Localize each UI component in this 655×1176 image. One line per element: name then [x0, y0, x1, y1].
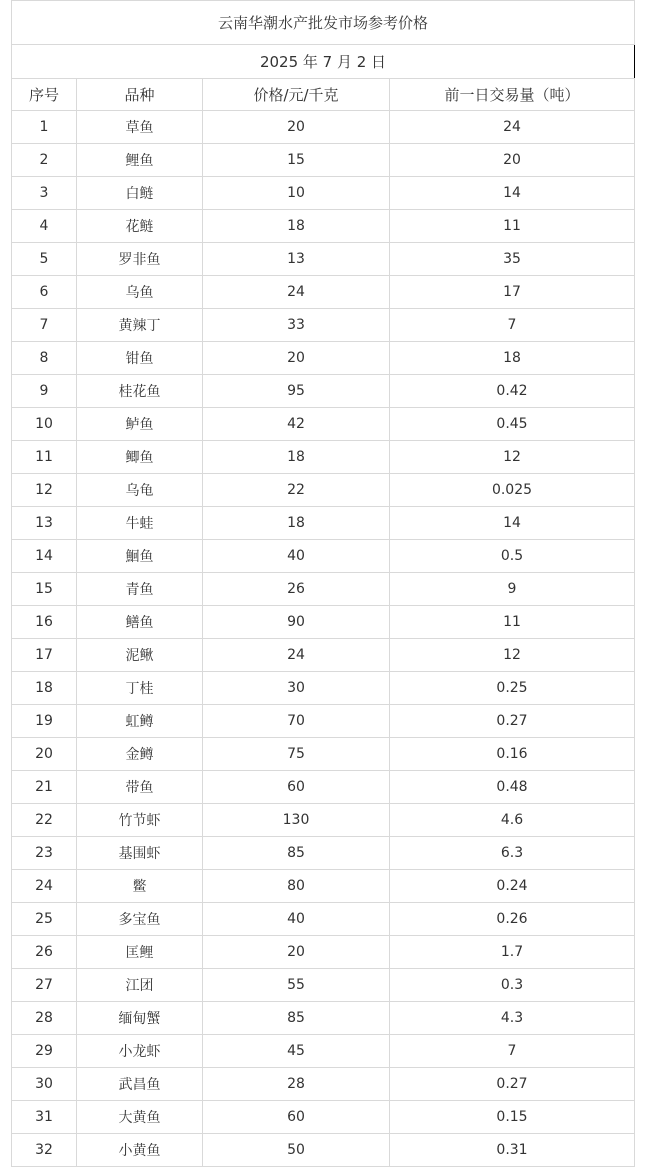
cell-price: 130: [203, 804, 390, 837]
cell-price: 45: [203, 1035, 390, 1068]
cell-index: 13: [12, 507, 77, 540]
table-row: [12, 441, 635, 474]
cell-price: 13: [203, 243, 390, 276]
cell-price: 20: [203, 936, 390, 969]
table-row: [12, 870, 635, 903]
cell-volume: 0.15: [390, 1101, 635, 1134]
table-row: [12, 1134, 635, 1167]
cell-index: 19: [12, 705, 77, 738]
cell-volume: 0.025: [390, 474, 635, 507]
cell-index: 5: [12, 243, 77, 276]
cell-species: 乌鱼: [77, 276, 203, 309]
cell-species: 鮰鱼: [77, 540, 203, 573]
cell-species: 青鱼: [77, 573, 203, 606]
cell-index: 23: [12, 837, 77, 870]
cell-species: 白鲢: [77, 177, 203, 210]
cell-volume: 0.25: [390, 672, 635, 705]
table-row: [12, 243, 635, 276]
cell-index: 21: [12, 771, 77, 804]
table-row: [12, 342, 635, 375]
cell-species: 匡鲤: [77, 936, 203, 969]
cell-volume: 0.5: [390, 540, 635, 573]
cell-price: 70: [203, 705, 390, 738]
cell-index: 12: [12, 474, 77, 507]
cell-volume: 14: [390, 507, 635, 540]
table-row: [12, 111, 635, 144]
cell-volume: 12: [390, 639, 635, 672]
cell-species: 缅甸蟹: [77, 1002, 203, 1035]
cell-species: 小黄鱼: [77, 1134, 203, 1167]
table-row: [12, 474, 635, 507]
cell-index: 11: [12, 441, 77, 474]
cell-index: 9: [12, 375, 77, 408]
cell-index: 26: [12, 936, 77, 969]
cell-volume: 7: [390, 309, 635, 342]
header-row: [12, 79, 635, 111]
cell-species: 竹节虾: [77, 804, 203, 837]
cell-species: 泥鳅: [77, 639, 203, 672]
cell-index: 31: [12, 1101, 77, 1134]
cell-index: 28: [12, 1002, 77, 1035]
cell-species: 乌龟: [77, 474, 203, 507]
cell-volume: 6.3: [390, 837, 635, 870]
date-row: [12, 45, 635, 79]
table-row: [12, 1002, 635, 1035]
cell-price: 30: [203, 672, 390, 705]
cell-index: 17: [12, 639, 77, 672]
table-row: [12, 738, 635, 771]
cell-price: 80: [203, 870, 390, 903]
table-row: [12, 144, 635, 177]
cell-index: 24: [12, 870, 77, 903]
cell-price: 18: [203, 507, 390, 540]
cell-price: 85: [203, 1002, 390, 1035]
cell-species: 带鱼: [77, 771, 203, 804]
cell-index: 14: [12, 540, 77, 573]
table-row: [12, 408, 635, 441]
cell-species: 多宝鱼: [77, 903, 203, 936]
cell-species: 鳖: [77, 870, 203, 903]
cell-species: 基围虾: [77, 837, 203, 870]
cell-species: 丁桂: [77, 672, 203, 705]
cell-price: 90: [203, 606, 390, 639]
cell-index: 8: [12, 342, 77, 375]
cell-price: 55: [203, 969, 390, 1002]
cell-species: 武昌鱼: [77, 1068, 203, 1101]
cell-index: 15: [12, 573, 77, 606]
table-row: [12, 771, 635, 804]
cell-price: 40: [203, 903, 390, 936]
cell-volume: 0.3: [390, 969, 635, 1002]
cell-species: 草鱼: [77, 111, 203, 144]
cell-volume: 1.7: [390, 936, 635, 969]
cell-species: 金鳟: [77, 738, 203, 771]
title-row: [12, 1, 635, 45]
cell-index: 30: [12, 1068, 77, 1101]
column-header-index: 序号: [12, 79, 77, 111]
table-row: [12, 837, 635, 870]
cell-index: 27: [12, 969, 77, 1002]
table-row: [12, 606, 635, 639]
cell-species: 大黄鱼: [77, 1101, 203, 1134]
cell-price: 24: [203, 276, 390, 309]
column-header-species: 品种: [77, 79, 203, 111]
cell-volume: 0.31: [390, 1134, 635, 1167]
table-row: [12, 672, 635, 705]
cell-species: 牛蛙: [77, 507, 203, 540]
cell-volume: 4.6: [390, 804, 635, 837]
cell-volume: 0.27: [390, 1068, 635, 1101]
column-header-price: 价格/元/千克: [203, 79, 390, 111]
cell-index: 25: [12, 903, 77, 936]
cell-volume: 9: [390, 573, 635, 606]
table-row: [12, 573, 635, 606]
cell-index: 29: [12, 1035, 77, 1068]
table-row: [12, 210, 635, 243]
cell-species: 罗非鱼: [77, 243, 203, 276]
table-row: [12, 969, 635, 1002]
cell-index: 10: [12, 408, 77, 441]
cell-volume: 20: [390, 144, 635, 177]
cell-price: 28: [203, 1068, 390, 1101]
table-row: [12, 936, 635, 969]
cell-index: 6: [12, 276, 77, 309]
cell-volume: 0.24: [390, 870, 635, 903]
cell-price: 75: [203, 738, 390, 771]
cell-volume: 4.3: [390, 1002, 635, 1035]
cell-volume: 0.26: [390, 903, 635, 936]
cell-volume: 0.45: [390, 408, 635, 441]
cell-species: 鲤鱼: [77, 144, 203, 177]
cell-species: 江团: [77, 969, 203, 1002]
cell-price: 40: [203, 540, 390, 573]
cell-volume: 0.48: [390, 771, 635, 804]
cell-price: 15: [203, 144, 390, 177]
table-title: 云南华潮水产批发市场参考价格: [12, 1, 635, 45]
price-table: [11, 0, 635, 1167]
cell-price: 20: [203, 342, 390, 375]
cell-species: 鳝鱼: [77, 606, 203, 639]
cell-price: 20: [203, 111, 390, 144]
cell-index: 16: [12, 606, 77, 639]
cell-index: 4: [12, 210, 77, 243]
table-row: [12, 276, 635, 309]
table-date: 2025 年 7 月 2 日: [12, 45, 635, 79]
cell-species: 黄辣丁: [77, 309, 203, 342]
table-row: [12, 1068, 635, 1101]
cell-species: 钳鱼: [77, 342, 203, 375]
cell-price: 26: [203, 573, 390, 606]
table-row: [12, 804, 635, 837]
table-row: [12, 639, 635, 672]
cell-price: 33: [203, 309, 390, 342]
cell-price: 18: [203, 210, 390, 243]
table-row: [12, 903, 635, 936]
cell-index: 7: [12, 309, 77, 342]
table-row: [12, 1101, 635, 1134]
cell-volume: 7: [390, 1035, 635, 1068]
table-row: [12, 177, 635, 210]
cell-price: 60: [203, 1101, 390, 1134]
cell-price: 60: [203, 771, 390, 804]
cell-price: 85: [203, 837, 390, 870]
cell-price: 50: [203, 1134, 390, 1167]
cell-index: 22: [12, 804, 77, 837]
cell-index: 2: [12, 144, 77, 177]
table-row: [12, 540, 635, 573]
cell-volume: 18: [390, 342, 635, 375]
cell-price: 18: [203, 441, 390, 474]
cell-price: 42: [203, 408, 390, 441]
cell-price: 95: [203, 375, 390, 408]
cell-species: 鲫鱼: [77, 441, 203, 474]
cell-index: 18: [12, 672, 77, 705]
cell-volume: 14: [390, 177, 635, 210]
cell-species: 鲈鱼: [77, 408, 203, 441]
cell-price: 10: [203, 177, 390, 210]
cell-index: 1: [12, 111, 77, 144]
cell-volume: 0.27: [390, 705, 635, 738]
cell-index: 32: [12, 1134, 77, 1167]
cell-volume: 35: [390, 243, 635, 276]
table-row: [12, 309, 635, 342]
column-header-volume: 前一日交易量（吨）: [390, 79, 635, 111]
cell-volume: 12: [390, 441, 635, 474]
cell-species: 桂花鱼: [77, 375, 203, 408]
table-row: [12, 1035, 635, 1068]
cell-species: 花鲢: [77, 210, 203, 243]
cell-species: 小龙虾: [77, 1035, 203, 1068]
cell-index: 3: [12, 177, 77, 210]
cell-volume: 0.42: [390, 375, 635, 408]
cell-index: 20: [12, 738, 77, 771]
price-sheet: [11, 0, 634, 1167]
cell-volume: 11: [390, 210, 635, 243]
cell-price: 24: [203, 639, 390, 672]
cell-volume: 17: [390, 276, 635, 309]
cell-volume: 0.16: [390, 738, 635, 771]
cell-price: 22: [203, 474, 390, 507]
table-row: [12, 375, 635, 408]
cell-volume: 24: [390, 111, 635, 144]
cell-volume: 11: [390, 606, 635, 639]
table-row: [12, 705, 635, 738]
table-row: [12, 507, 635, 540]
cell-species: 虹鳟: [77, 705, 203, 738]
